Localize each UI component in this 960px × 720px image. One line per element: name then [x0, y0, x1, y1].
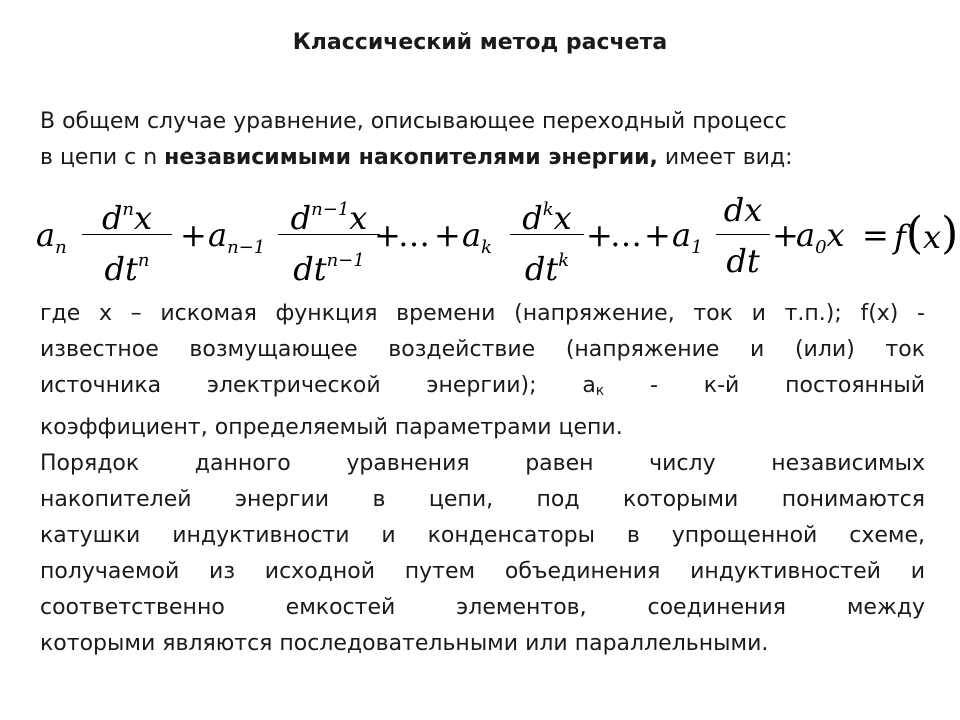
- order-line-3: катушки индуктивности и конденсаторы в упрощенной схеме,: [40, 523, 925, 548]
- explanation-paragraph: [40, 296, 925, 662]
- explanation-line-2: известное возмущающее воздействие (напряжение и (или) ток: [40, 337, 925, 362]
- plus-sign-3: +: [434, 216, 461, 254]
- coef-a-k: $a_k$: [462, 216, 492, 258]
- explanation-line-3: источника электрической энергии); ак - к-й постоянный: [40, 373, 925, 399]
- intro-bold-phrase: независимыми накопителями энергии,: [164, 145, 658, 170]
- plus-sign-1: +: [180, 216, 207, 254]
- coef-a-n: $a_n$: [36, 216, 67, 258]
- coefficient-subscript: к: [595, 383, 605, 399]
- plus-sign-4: +: [586, 216, 613, 254]
- explanation-line-1: где x – искомая функция времени (напряжение, ток и т.п.); f(x) -: [40, 301, 925, 326]
- explanation-line-4: коэффициент, определяемый параметрами цепи.: [40, 415, 623, 440]
- function-f-of-x: f(x): [894, 208, 959, 259]
- coef-a-0-x: $a_0x$: [796, 216, 845, 258]
- slide-title: Классический метод расчета: [292, 30, 668, 55]
- intro-line-1: В общем случае уравнение, описывающее переходный процесс: [40, 109, 787, 134]
- fraction-kth-derivative: $d^kx$ $dt^k$: [506, 186, 588, 283]
- order-line-4: получаемой из исходной путем объединения индуктивностей и: [40, 559, 925, 584]
- intro-line-2: [40, 140, 925, 176]
- intro-line-2-start: в цепи с n: [40, 145, 165, 170]
- fraction-first-derivative: dx dt: [712, 186, 774, 283]
- coef-a-1: $a_1$: [672, 216, 703, 258]
- fraction-n-1-derivative: $d^{n-1}x$ $dt^{n-1}$: [274, 186, 384, 283]
- fraction-nth-derivative: $d^nx$ $dt^n$: [78, 186, 176, 283]
- ellipsis-2: …: [610, 216, 642, 254]
- intro-paragraph: [40, 104, 925, 176]
- order-line-5: соответственно емкостей элементов, соединения между: [40, 595, 925, 620]
- ellipsis-1: …: [398, 216, 430, 254]
- plus-sign-6: +: [772, 216, 799, 254]
- order-line-2: накопителей энергии в цепи, под которыми понимаются: [40, 487, 925, 512]
- order-line-6: которыми являются последовательными или параллельными.: [40, 631, 769, 656]
- plus-sign-2: +: [374, 216, 401, 254]
- equals-sign: =: [862, 216, 889, 254]
- order-line-1: Порядок данного уравнения равен числу независимых: [40, 451, 925, 476]
- plus-sign-5: +: [644, 216, 671, 254]
- differential-equation: [30, 186, 959, 291]
- coef-a-n-1: $a_{n-1}$: [208, 216, 266, 258]
- intro-line-2-end: имеет вид:: [657, 145, 793, 170]
